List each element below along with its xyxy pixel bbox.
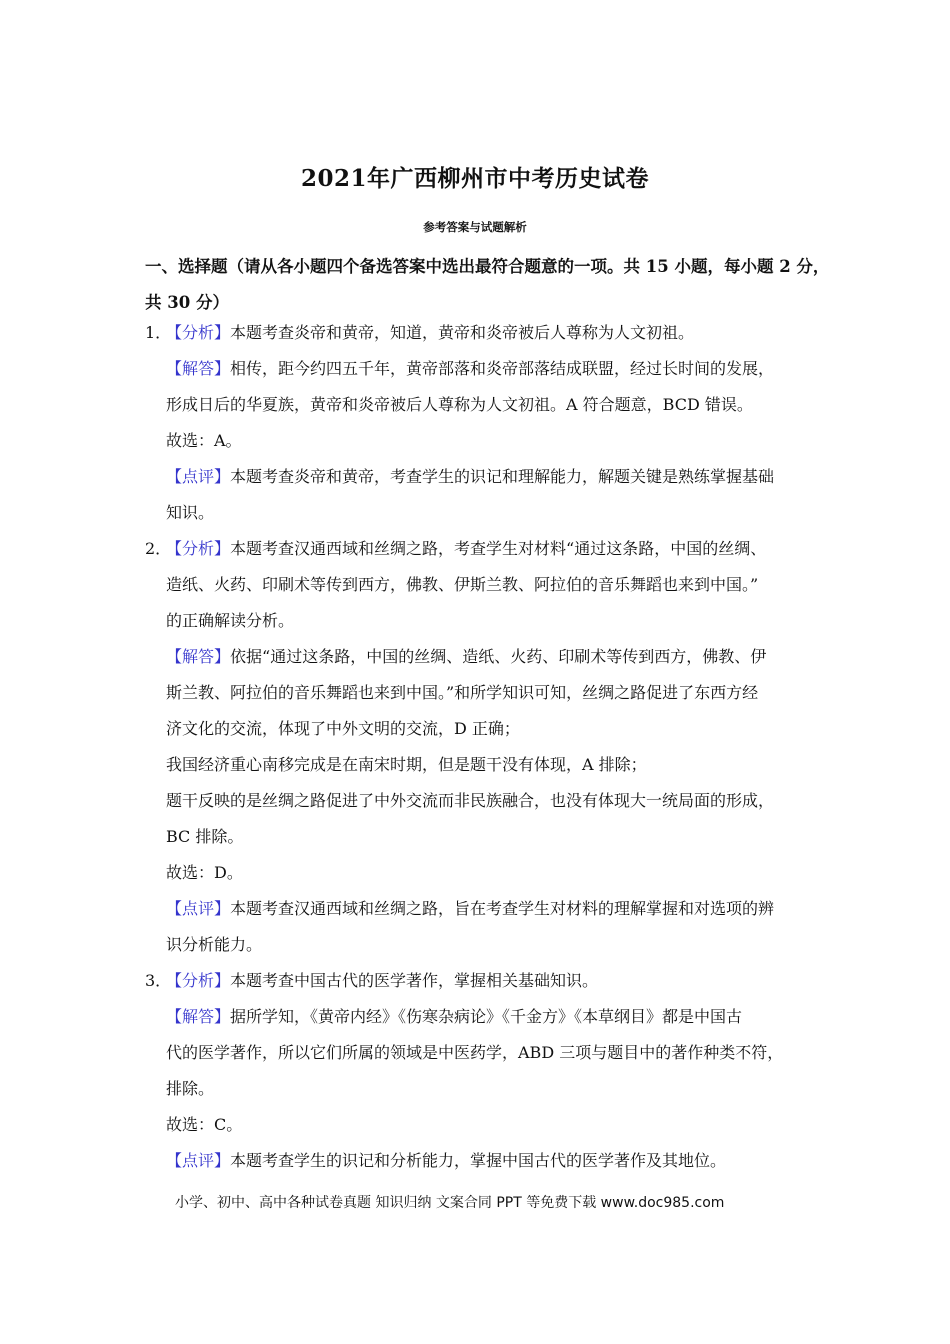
q1-answer-line-2: 形成日后的华夏族，黄帝和炎帝被后人尊称为人文初祖。A 符合题意，BCD 错误。: [166, 395, 753, 414]
q1-comment-text-1: 本题考查炎帝和黄帝，考查学生的识记和理解能力，解题关键是熟练掌握基础: [230, 467, 775, 486]
q3-answer-line-1: [166, 1007, 742, 1027]
q3-comment: [166, 1151, 726, 1171]
q2-analysis-line-3: 的正确解读分析。: [166, 611, 295, 630]
section-heading: [145, 249, 835, 321]
q2-choice: 故选：D。: [166, 863, 243, 882]
q2-comment-line-1: [166, 899, 774, 919]
analysis-tag: 【分析】: [166, 323, 231, 342]
footer-watermark: 小学、初中、高中各种试卷真题 知识归纳 文案合同 PPT 等免费下载 www.doc985.com: [175, 1195, 725, 1211]
q2-answer-line-2: 斯兰教、阿拉伯的音乐舞蹈也来到中国。”和所学知识可知，丝绸之路促进了东西方经: [166, 683, 759, 702]
q1-answer-text-1: 相传，距今约四五千年，黄帝部落和炎帝部落结成联盟，经过长时间的发展，: [230, 359, 775, 378]
q2-comment-line-2: 识分析能力。: [166, 935, 263, 954]
q3-analysis-text: 本题考查中国古代的医学著作，掌握相关基础知识。: [230, 971, 599, 990]
q2-analysis-line-1: [166, 539, 766, 559]
q2-answer-line-4: 我国经济重心南移完成是在南宋时期，但是题干没有体现，A 排除；: [166, 755, 647, 774]
q2-analysis-text-1: 本题考查汉通西域和丝绸之路，考查学生对材料“通过这条路，中国的丝绸、: [230, 539, 767, 558]
q2-comment-text-1: 本题考查汉通西域和丝绸之路，旨在考查学生对材料的理解掌握和对选项的辨: [230, 899, 775, 918]
q2-answer-line-5: 题干反映的是丝绸之路促进了中外交流而非民族融合，也没有体现大一统局面的形成，: [166, 791, 775, 810]
q2-analysis-line-2: 造纸、火药、印刷术等传到西方，佛教、伊斯兰教、阿拉伯的音乐舞蹈也来到中国。”: [166, 575, 759, 594]
q1-analysis-text: 本题考查炎帝和黄帝，知道，黄帝和炎帝被后人尊称为人文初祖。: [230, 323, 695, 342]
question-number: 3．: [145, 971, 172, 990]
page-subtitle: 参考答案与试题解析: [423, 220, 527, 234]
comment-tag: 【点评】: [166, 1151, 231, 1170]
question-number: 2．: [145, 539, 172, 558]
q1-analysis: [166, 323, 694, 343]
answer-tag: 【解答】: [166, 647, 231, 666]
q3-comment-text: 本题考查学生的识记和分析能力，掌握中国古代的医学著作及其地位。: [230, 1151, 727, 1170]
q1-comment-line-2: 知识。: [166, 503, 215, 522]
q3-choice: 故选：C。: [166, 1115, 243, 1134]
q3-answer-line-3: 排除。: [166, 1079, 215, 1098]
q1-comment-line-1: [166, 467, 774, 487]
section-heading-line-1: 一、选择题（请从各小题四个备选答案中选出最符合题意的一项。共 15 小题，每小题 2 分，: [145, 257, 830, 276]
q1-choice: 故选：A。: [166, 431, 242, 450]
q2-answer-line-6: BC 排除。: [166, 827, 244, 846]
analysis-tag: 【分析】: [166, 971, 231, 990]
page-title: 2021年广西柳州市中考历史试卷: [300, 165, 649, 192]
section-heading-line-2: 共 30 分）: [145, 293, 229, 312]
q3-answer-text-1: 据所学知，《黄帝内经》《伤寒杂病论》《千金方》《本草纲目》都是中国古: [230, 1007, 743, 1026]
q3-answer-line-2: 代的医学著作，所以它们所属的领域是中医药学，ABD 三项与题目中的著作种类不符，: [166, 1043, 784, 1062]
question-number: 1．: [145, 323, 172, 342]
answer-tag: 【解答】: [166, 1007, 231, 1026]
q1-answer-line-1: [166, 359, 774, 379]
q3-analysis: [166, 971, 598, 991]
q2-answer-line-1: [166, 647, 766, 667]
answer-tag: 【解答】: [166, 359, 231, 378]
comment-tag: 【点评】: [166, 467, 231, 486]
q2-answer-line-3: 济文化的交流，体现了中外文明的交流，D 正确；: [166, 719, 520, 738]
analysis-tag: 【分析】: [166, 539, 231, 558]
comment-tag: 【点评】: [166, 899, 231, 918]
q2-answer-text-1: 依据“通过这条路，中国的丝绸、造纸、火药、印刷术等传到西方，佛教、伊: [230, 647, 767, 666]
